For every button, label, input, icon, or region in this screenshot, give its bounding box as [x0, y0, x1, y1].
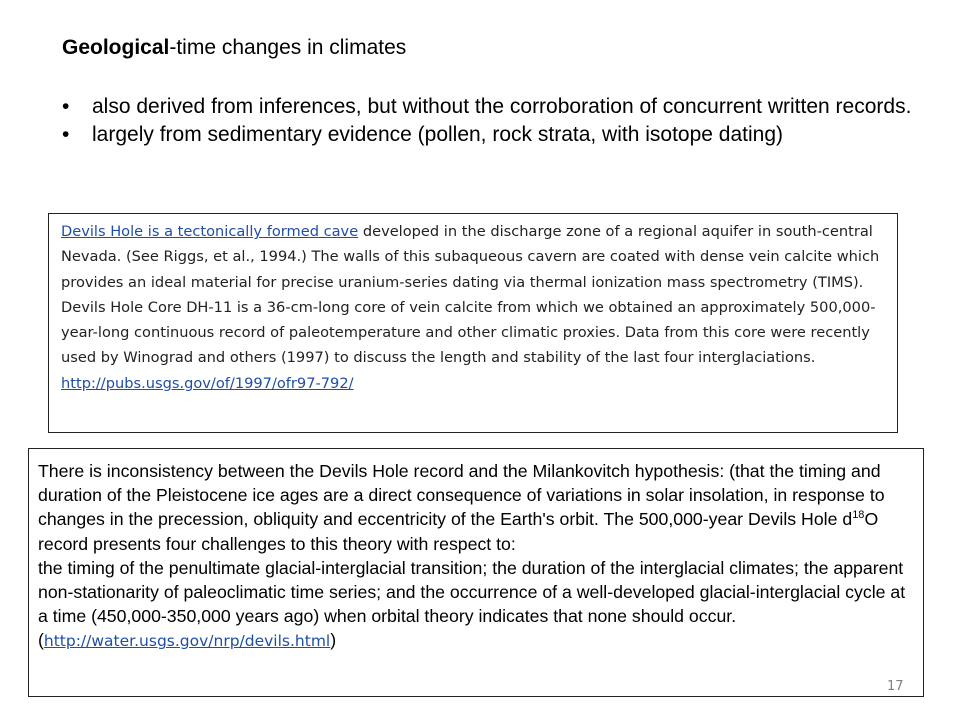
milankovitch-inconsistency-box	[28, 448, 924, 697]
inconsistency-text-part2: O record presents four challenges to this theory with respect to:	[38, 509, 879, 554]
devils-hole-description-box	[48, 213, 898, 433]
challenges-paragraph	[38, 556, 915, 654]
bullet-text: largely from sedimentary evidence (pollen, rock strata, with isotope dating)	[92, 123, 783, 146]
page-number: 17	[887, 679, 904, 694]
bullet-text: also derived from inferences, but without the corroboration of concurrent written records.	[92, 95, 912, 118]
bullet-item	[62, 93, 922, 121]
devils-hole-description-text: developed in the discharge zone of a regional aquifer in south-central Nevada. (See Riggs, et al., 1994.) The walls of this subaqueous cavern are coated with dense vein calcite which provides an ideal material for precise uranium-series dating via thermal ionization mass spectrometry (TIMS). Devils Hole Core DH-11 is a 36-cm-long core of vein calcite from which we obtained an approximately 500,000-year-long continuous record of paleotemperature and other climatic proxies. Data from this core were recently used by Winograd and others (1997) to discuss the length and stability of the last four interglaciations.	[61, 223, 880, 367]
slide-title	[62, 34, 406, 62]
challenges-text: the timing of the penultimate glacial-interglacial transition; the duration of the interglacial climates; the apparent non-stationarity of paleoclimatic time series; and the occurrence of a well-developed glacial-interglacial cycle at a time (450,000-350,000 years ago) when orbital theory indicates that none should occur. (	[38, 557, 906, 651]
bullet-symbol: •	[62, 123, 70, 146]
usgs-devils-hole-link[interactable]: http://water.usgs.gov/nrp/devils.html	[43, 632, 331, 651]
inconsistency-intro	[38, 459, 915, 556]
closing-paren: )	[330, 630, 337, 651]
slide-title-bold: Geological	[62, 36, 170, 59]
slide-title-rest: -time changes in climates	[169, 36, 407, 59]
devils-hole-cave-link[interactable]: Devils Hole is a tectonically formed cave	[61, 223, 359, 240]
bullet-item	[62, 121, 922, 149]
isotope-superscript: 18	[852, 509, 865, 522]
bullet-list	[62, 93, 922, 149]
bullet-symbol: •	[62, 95, 70, 118]
inconsistency-text-part1: There is inconsistency between the Devils Hole record and the Milankovitch hypothesis: (that the timing and duration of the Pleistocene ice ages are a direct consequence of variations in solar insolation, in response to changes in the precession, obliquity and eccentricity of the Earth's orbit. The 500,000-year Devils Hole d	[38, 461, 885, 530]
usgs-ofr-link[interactable]: http://pubs.usgs.gov/of/1997/ofr97-792/	[61, 374, 354, 392]
